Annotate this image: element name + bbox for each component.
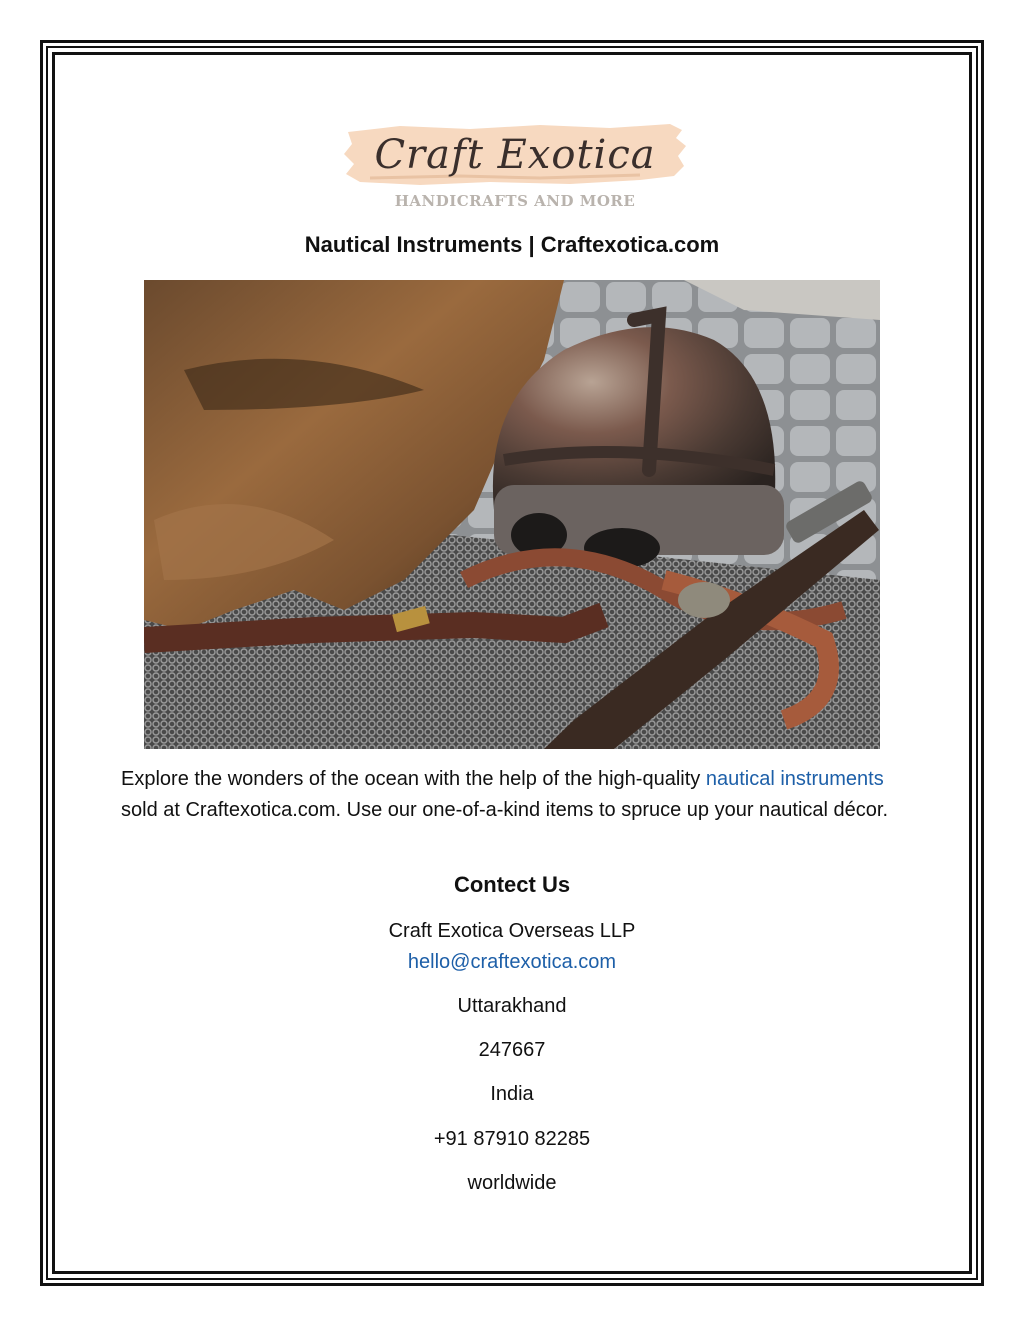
- page-title: Nautical Instruments | Craftexotica.com: [304, 232, 720, 257]
- helmet-sword-chainmail-photo: [144, 280, 880, 749]
- country: India: [490, 1083, 534, 1105]
- phone-number: +91 87910 82285: [433, 1128, 591, 1150]
- description-paragraph: [121, 764, 911, 826]
- product-photo: [144, 280, 880, 749]
- company-name: Craft Exotica Overseas LLP: [388, 920, 636, 942]
- description-text-end: sold at Craftexotica.com. Use our one-of-a-kind items to spruce up your nautical décor.: [121, 799, 889, 821]
- email-link[interactable]: hello@craftexotica.com: [407, 951, 617, 973]
- description-text-start: Explore the wonders of the ocean with the help of the high-quality: [121, 768, 706, 790]
- service-area: worldwide: [467, 1172, 557, 1194]
- nautical-instruments-link[interactable]: nautical instruments: [705, 768, 884, 790]
- state: Uttarakhand: [457, 995, 567, 1017]
- craft-exotica-logo: [340, 120, 690, 215]
- logo-tagline: HANDICRAFTS AND MORE: [394, 192, 636, 210]
- contact-heading: Contect Us: [453, 872, 571, 897]
- logo-wordmark: Craft Exotica: [374, 132, 656, 178]
- postal-code: 247667: [478, 1039, 546, 1061]
